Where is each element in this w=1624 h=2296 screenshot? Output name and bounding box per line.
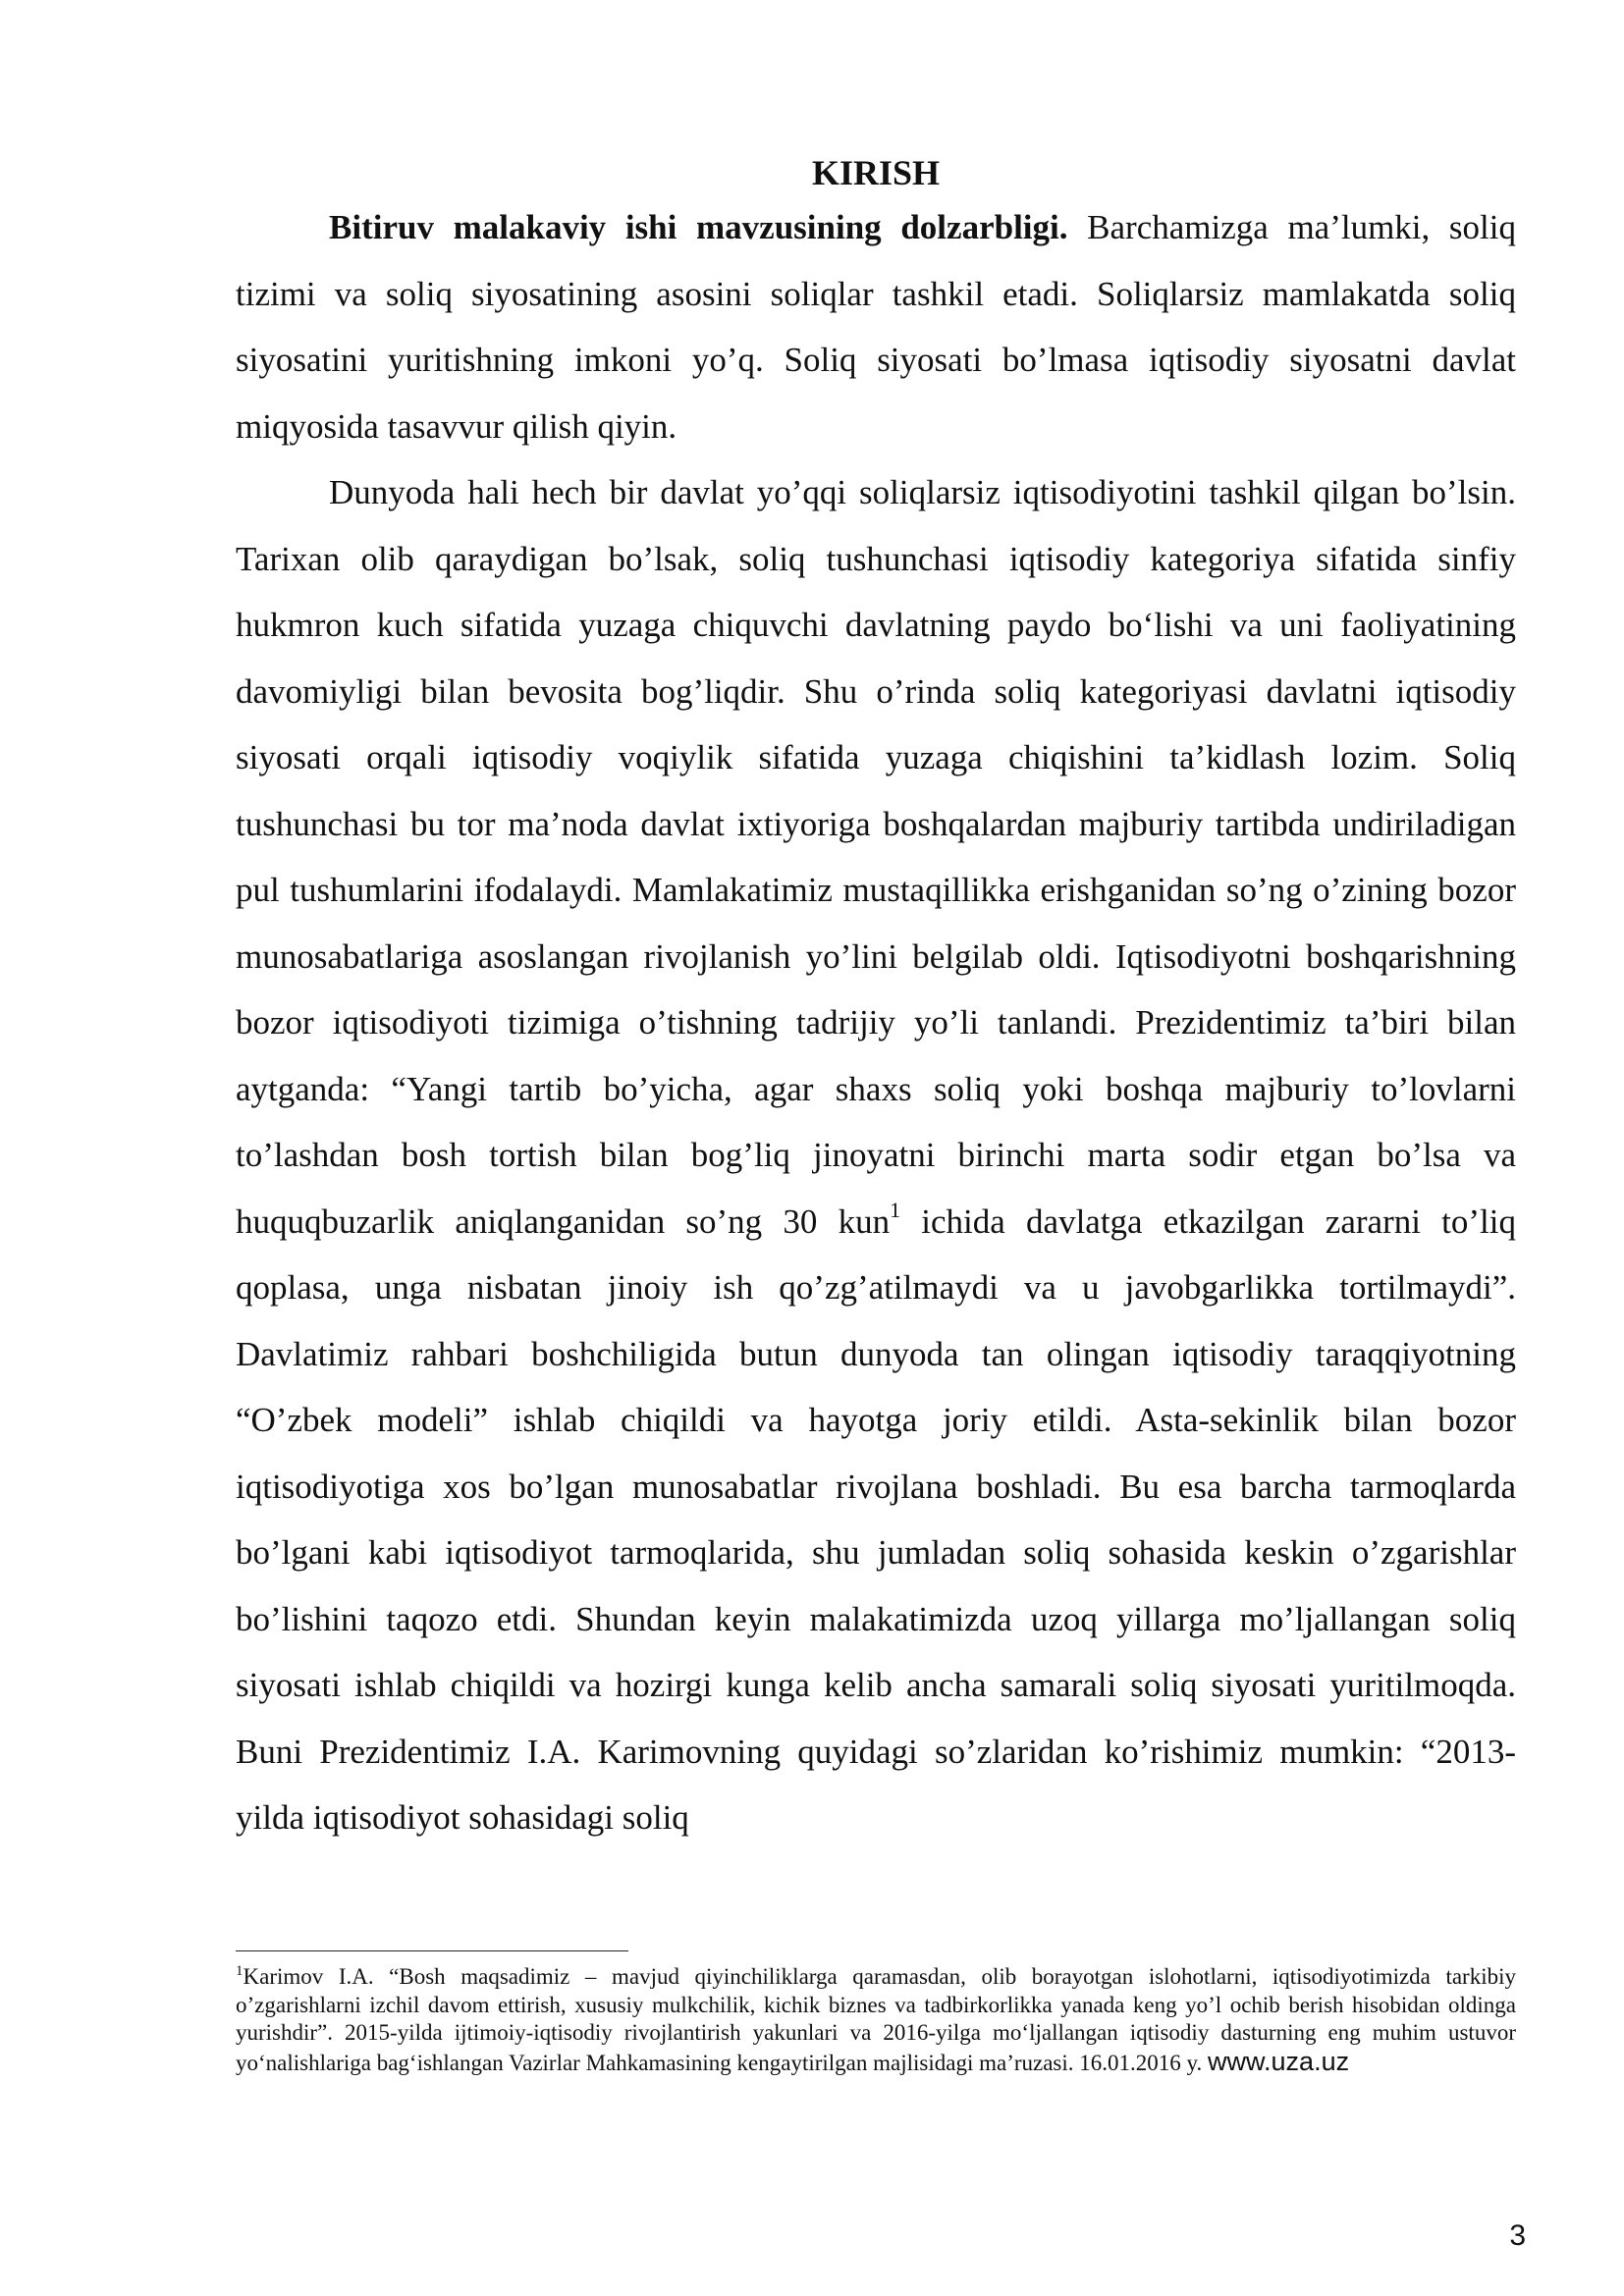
paragraph-text-before-ref: Dunyoda hali hech bir davlat yo’qqi soliqlarsiz iqtisodiyotini tashkil qilgan bo’lsin. Tarixan olib qaraydigan bo’lsak, soliq tushunchasi iqtisodiy kategoriya sifatida sinfiy hukmron kuch sifatida yuzaga chiquvchi davlatning paydo bo‘lishi va uni faoliyatining davomiyligi bilan bevosita bog’liqdir. Shu o’rinda soliq kategoriyasi davlatni iqtisodiy siyosati orqali iqtisodiy voqiylik sifatida yuzaga chiqishini ta’kidlash lozim. Soliq tushunchasi bu tor ma’noda davlat ixtiyoriga boshqalardan majburiy tartibda undiriladigan pul tushumlarini ifodalaydi. Mamlakatimiz mustaqillikka erishganidan so’ng o’zining bozor munosabatlariga asoslangan rivojlanish yo’lini belgilab oldi. Iqtisodiyotni boshqarishning bozor iqtisodiyoti tizimiga o’tishning tadrijiy yo’li tanlandi. Prezidentimiz ta’biri bilan aytganda: “Yangi tartib bo’yicha, agar shaxs soliq yoki boshqa majburiy to’lovlarni to’lashdan bosh tortish bilan bog’liq jinoyatni birinchi marta sodir etgan bo’lsa va huquqbuzarlik aniqlanganidan so’ng 30 kun [236, 473, 1516, 1241]
footnote-website-link[interactable]: www.uza.uz [1208, 2046, 1350, 2076]
footnote-divider [236, 1950, 628, 1951]
paragraph-main [236, 459, 1516, 1851]
footnote-text: Karimov I.A. “Bosh maqsadimiz – mavjud qiyinchiliklarga qaramasdan, olib borayotgan islohotlarni, iqtisodiyotimizda tarkibiy o’zgarishlarni izchil davom ettirish, xususiy mulkchilik, kichik biznes va tadbirkorlikka yanada keng yo’l ochib berish hisobidan oldinga yurishdir”. 2015-yilda ijtimoiy-iqtisodiy rivojlantirish yakunlari va 2016-yilga mo‘ljallangan iqtisodiy dasturning eng muhim ustuvor yo‘nalishlariga bag‘ishlangan Vazirlar Mahkamasining kengaytirilgan majlisidagi ma’ruzasi. 16.01.2016 y. [236, 1964, 1516, 2075]
paragraph-lead: Bitiruv malakaviy ishi mavzusining dolzarbligi. [329, 208, 1068, 246]
footnote-number: 1 [236, 1963, 244, 1979]
paragraph-relevance [236, 194, 1516, 459]
body-text [236, 194, 1516, 1851]
footnote-reference[interactable]: 1 [890, 1197, 901, 1222]
page-title: KIRISH [811, 153, 941, 192]
footnote [236, 1963, 1516, 2077]
paragraph-text: Barchamizga ma’lumki, soliq tizimi va soliq siyosatining asosini soliqlar tashkil etadi. Soliqlarsiz mamlakatda soliq siyosatini yuritishning imkoni yo’q. Soliq siyosati bo’lmasa iqtisodiy siyosatni davlat miqyosida tasavvur qilish qiyin. [236, 208, 1517, 446]
page-number: 3 [1509, 2219, 1526, 2252]
paragraph-text-after-ref: ichida davlatga etkazilgan zararni to’liq qoplasa, unga nisbatan jinoiy ish qo’zg’atilmaydi va u javobgarlikka tortilmaydi”. Davlatimiz rahbari boshchiligida butun dunyoda tan olingan iqtisodiy taraqqiyotning “O’zbek modeli” ishlab chiqildi va hayotga joriy etildi. Asta-sekinlik bilan bozor iqtisodiyotiga xos bo’lgan munosabatlar rivojlana boshladi. Bu esa barcha tarmoqlarda bo’lgani kabi iqtisodiyot tarmoqlarida, shu jumladan soliq sohasida keskin o’zgarishlar bo’lishini taqozo etdi. Shundan keyin malakatimizda uzoq yillarga mo’ljallangan soliq siyosati ishlab chiqildi va hozirgi kunga kelib ancha samarali soliq siyosati yuritilmoqda. Buni Prezidentimiz I.A. Karimovning quyidagi so’zlaridan ko’rishimiz mumkin: “2013-yilda iqtisodiyot sohasidagi soliq [236, 1201, 1516, 1837]
